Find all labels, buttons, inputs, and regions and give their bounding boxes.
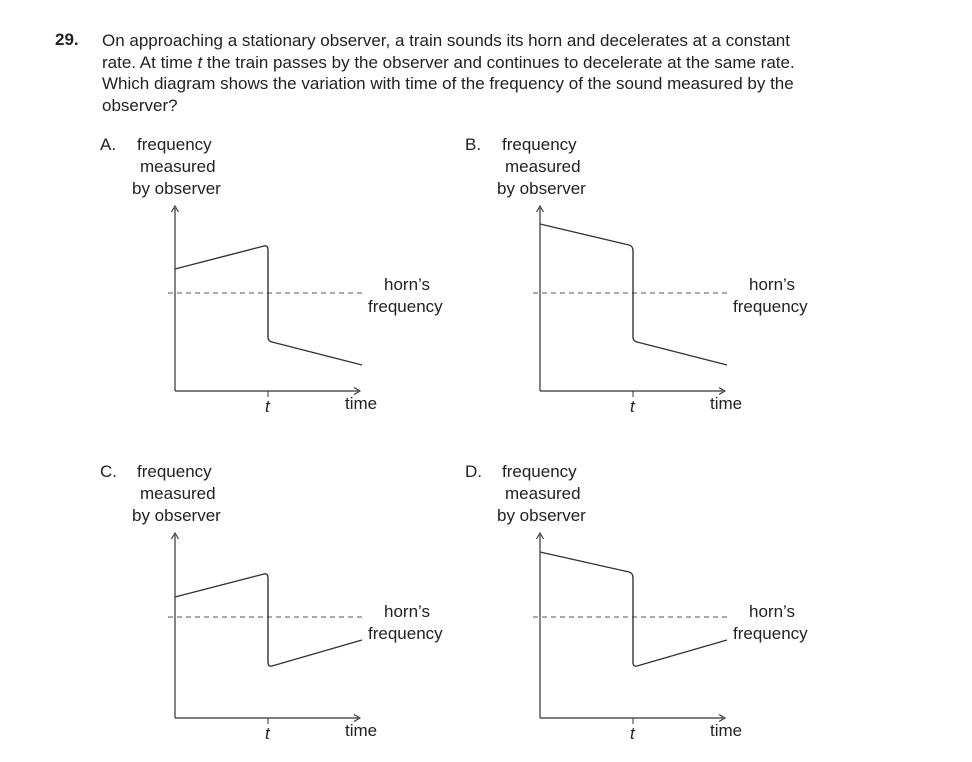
option-c-graph [100, 462, 470, 762]
option-c-frequency-curve [175, 574, 362, 666]
option-a-ylabel-line1: frequency [137, 135, 212, 154]
option-c-panel[interactable] [100, 462, 470, 762]
option-a-frequency-curve [175, 246, 362, 365]
option-d-ylabel-line2: measured [505, 484, 581, 503]
option-c-horn-label-line2: frequency [368, 624, 443, 643]
option-c-letter: C. [100, 462, 117, 481]
option-a-graph [100, 135, 470, 435]
question-line-1: On approaching a stationary observer, a train sounds its horn and decelerates at a constant [102, 31, 790, 50]
option-c-ylabel-line1: frequency [137, 462, 212, 481]
option-c-ylabel-line3: by observer [132, 506, 221, 525]
option-d-ylabel-line3: by observer [497, 506, 586, 525]
question-line-2 [102, 52, 882, 74]
option-a-t-label: t [265, 397, 270, 416]
question-time-variable: t [197, 52, 203, 72]
option-a-panel[interactable] [100, 135, 470, 435]
option-c-ylabel-line2: measured [140, 484, 216, 503]
option-c-t-label: t [265, 724, 270, 743]
question-text [102, 30, 882, 116]
option-c-horn-label-line1: horn’s [384, 602, 430, 621]
option-b-ylabel-line1: frequency [502, 135, 577, 154]
option-d-graph [465, 462, 835, 762]
option-b-ylabel-line3: by observer [497, 179, 586, 198]
option-b-time-label: time [710, 394, 743, 413]
question-number: 29. [55, 30, 79, 49]
option-b-t-label: t [630, 397, 635, 416]
option-b-letter: B. [465, 135, 482, 154]
option-a-ylabel-line3: by observer [132, 179, 221, 198]
option-d-panel[interactable] [465, 462, 835, 762]
option-d-t-label: t [630, 724, 635, 743]
option-b-panel[interactable] [465, 135, 835, 435]
option-d-horn-label-line1: horn’s [749, 602, 795, 621]
question-line-4: observer? [102, 95, 178, 115]
option-b-horn-label-line1: horn’s [749, 275, 795, 294]
option-d-horn-label-line2: frequency [733, 624, 808, 643]
option-a-horn-label-line2: frequency [368, 297, 443, 316]
option-a-horn-label-line1: horn’s [384, 275, 430, 294]
option-a-ylabel-line2: measured [140, 157, 216, 176]
option-d-frequency-curve [540, 552, 727, 666]
option-d-time-label: time [710, 721, 743, 740]
option-b-horn-label-line2: frequency [733, 297, 808, 316]
option-b-ylabel-line2: measured [505, 157, 581, 176]
option-d-ylabel-line1: frequency [502, 462, 577, 481]
option-d-letter: D. [465, 462, 482, 481]
option-b-frequency-curve [540, 224, 727, 365]
option-c-time-label: time [345, 721, 378, 740]
question-line-3: Which diagram shows the variation with time of the frequency of the sound measured by the [102, 74, 794, 93]
question-line-2-end: the train passes by the observer and continues to decelerate at the same rate. [206, 52, 795, 72]
option-a-time-label: time [345, 394, 378, 413]
question-line-2-start: rate. At time [102, 52, 193, 72]
option-a-letter: A. [100, 135, 117, 154]
option-b-graph [465, 135, 835, 435]
